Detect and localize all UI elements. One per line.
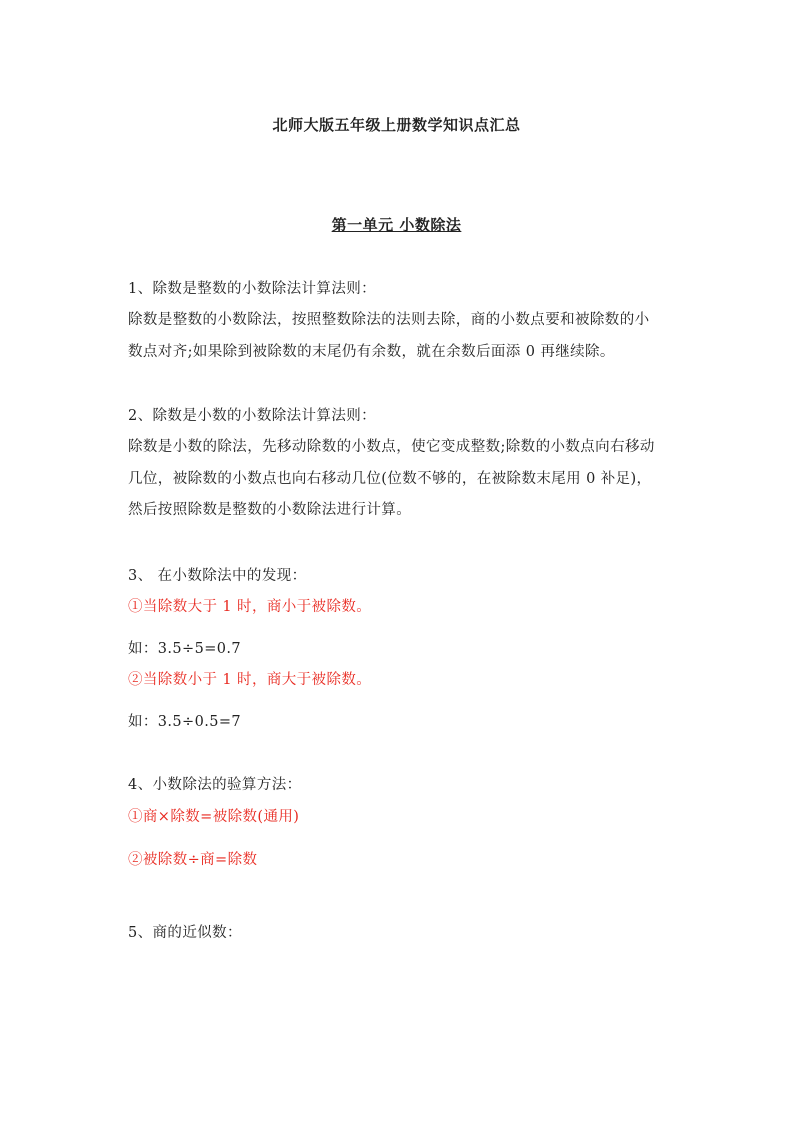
section-2-heading: 2、除数是小数的小数除法计算法则：	[128, 408, 377, 424]
section-1-text-line: 除数是整数的小数除法，按照整数除法的法则去除，商的小数点要和被除数的小	[128, 312, 650, 328]
section-1-heading: 1、除数是整数的小数除法计算法则：	[128, 281, 377, 297]
section-3-example-2: 如：3.5÷0.5=7	[128, 714, 242, 730]
section-3-rule-1: ①当除数大于 1 时，商小于被除数。	[128, 599, 372, 615]
section-2-text-line: 几位，被除数的小数点也向右移动几位(位数不够的，在被除数末尾用 0 补足)，	[128, 471, 652, 487]
section-2-text-line: 然后按照除数是整数的小数除法进行计算。	[128, 502, 412, 518]
section-3-example-1: 如：3.5÷5=0.7	[128, 641, 242, 657]
section-3-heading: 3、 在小数除法中的发现：	[128, 568, 307, 584]
section-4-heading: 4、小数除法的验算方法：	[128, 777, 302, 793]
section-1-text-line: 数点对齐;如果除到被除数的末尾仍有余数，就在余数后面添 0 再继续除。	[128, 344, 615, 360]
section-4-rule-1: ①商×除数=被除数(通用)	[128, 809, 300, 825]
section-4-rule-2: ②被除数÷商=除数	[128, 852, 258, 868]
section-5-heading: 5、商的近似数：	[128, 925, 242, 941]
section-2-text-line: 除数是小数的除法，先移动除数的小数点，使它变成整数;除数的小数点向右移动	[128, 439, 655, 455]
document-title: 北师大版五年级上册数学知识点汇总	[272, 116, 521, 134]
unit-title: 第一单元 小数除法	[331, 216, 462, 234]
section-3-rule-2: ②当除数小于 1 时，商大于被除数。	[128, 672, 372, 688]
